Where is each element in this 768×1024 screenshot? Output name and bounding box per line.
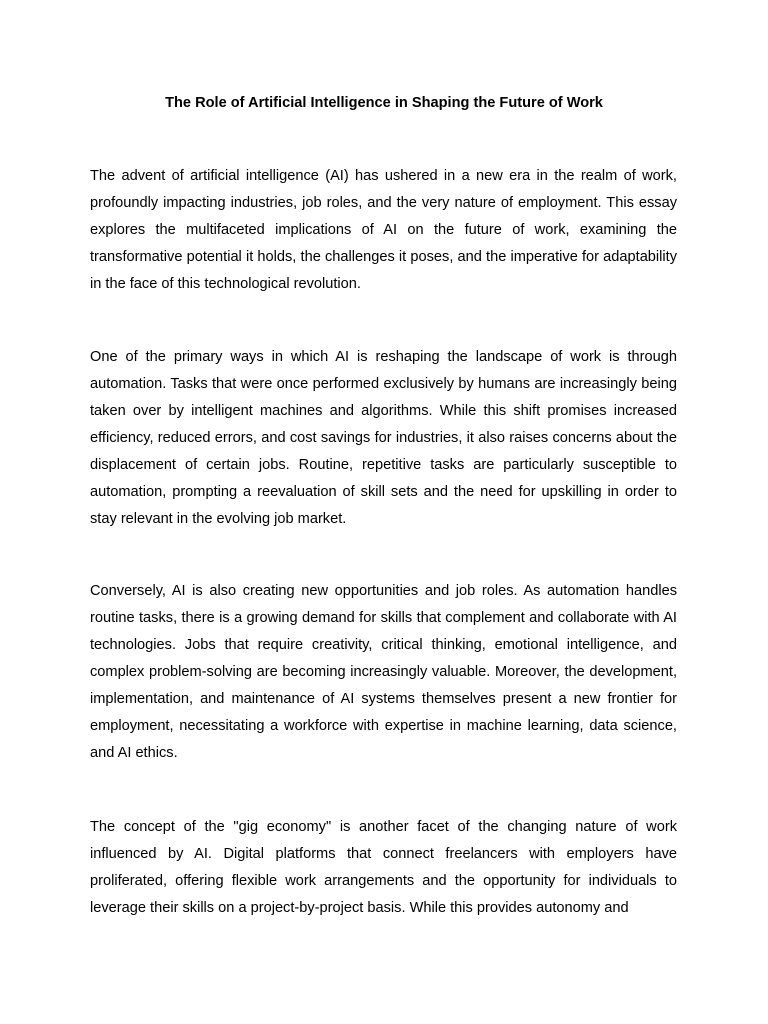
- paragraph-introduction: The advent of artificial intelligence (AI) has ushered in a new era in the realm of work, profoundly impacting industries, job roles, and the very nature of employment. This essay explores the multifaceted implications of AI on the future of work, examining the transformative potential it holds, the challenges it poses, and the imperative for adaptability in the face of this technological revolution.: [90, 168, 677, 292]
- document-title: The Role of Artificial Intelligence in Shaping the Future of Work: [165, 95, 603, 111]
- paragraph-automation: One of the primary ways in which AI is reshaping the landscape of work is through automation. Tasks that were once performed exclusively by humans are increasingly being taken over by intelligent machines and algorithms. While this shift promises increased efficiency, reduced errors, and cost savings for industries, it also raises concerns about the displacement of certain jobs. Routine, repetitive tasks are particularly susceptible to automation, prompting a reevaluation of skill sets and the need for upskilling in order to stay relevant in the evolving job market.: [90, 349, 677, 527]
- paragraph-new-opportunities: Conversely, AI is also creating new opportunities and job roles. As automation handles routine tasks, there is a growing demand for skills that complement and collaborate with AI technologies. Jobs that require creativity, critical thinking, emotional intelligence, and complex problem-solving are becoming increasingly valuable. Moreover, the development, implementation, and maintenance of AI systems themselves present a new frontier for employment, necessitating a workforce with expertise in machine learning, data science, and AI ethics.: [90, 583, 677, 761]
- paragraph-gig-economy: The concept of the "gig economy" is another facet of the changing nature of work influenced by AI. Digital platforms that connect freelancers with employers have proliferated, offering flexible work arrangements and the opportunity for individuals to leverage their skills on a project-by-project basis. While this provides autonomy and: [90, 819, 677, 916]
